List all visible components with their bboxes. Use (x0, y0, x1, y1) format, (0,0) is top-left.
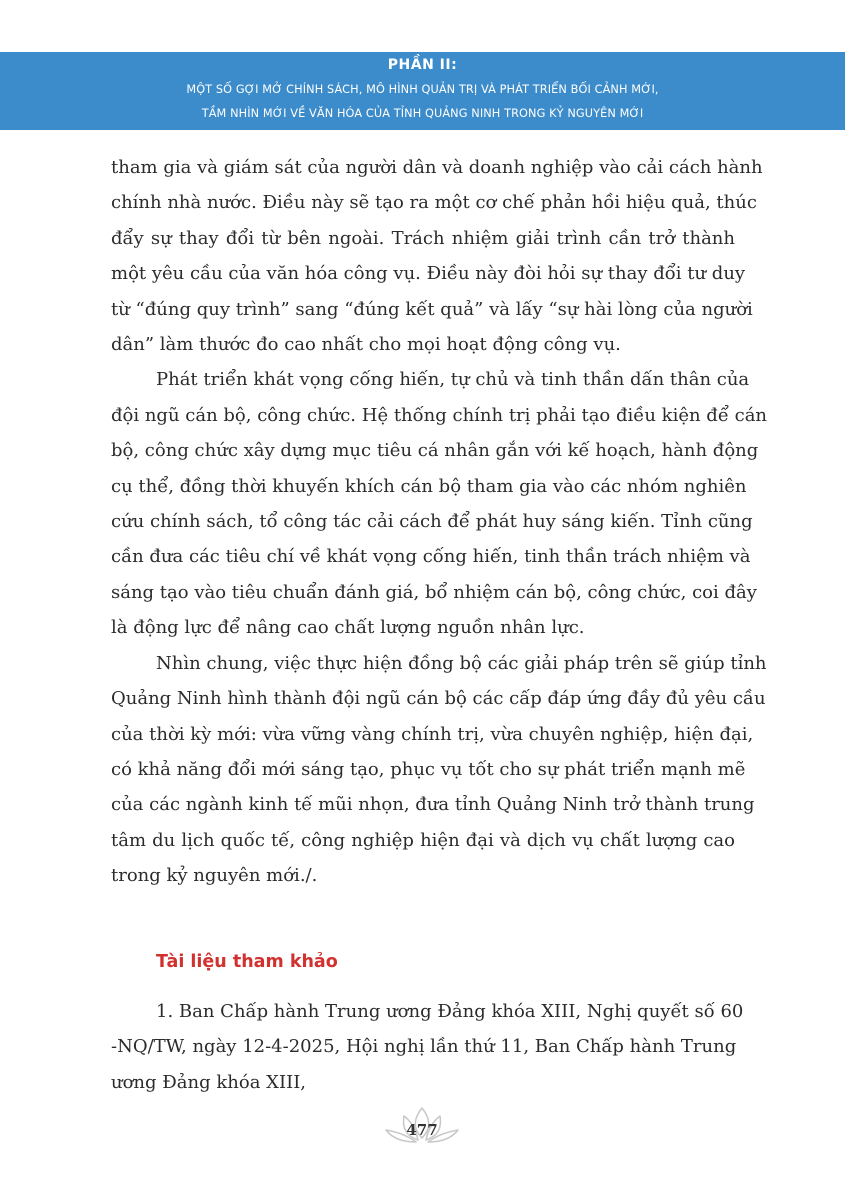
part-subtitle-line-1: MỘT SỐ GỢI MỞ CHÍNH SÁCH, MÔ HÌNH QUẢN TRỊ VÀ PHÁT TRIỂN BỐI CẢNH MỚI, (186, 83, 659, 96)
text-line: một yêu cầu của văn hóa công vụ. Điều này đòi hỏi sự thay đổi tư duy (111, 263, 746, 285)
part-subtitle-line-2: TẦM NHÌN MỚI VỀ VĂN HÓA CỦA TỈNH QUẢNG NINH TRONG KỶ NGUYÊN MỚI (201, 107, 644, 120)
text-line: Phát triển khát vọng cống hiến, tự chủ và tinh thần dấn thân của (156, 369, 750, 391)
text-line: là động lực để nâng cao chất lượng nguồn nhân lực. (111, 617, 585, 639)
text-line: chính nhà nước. Điều này sẽ tạo ra một cơ chế phản hồi hiệu quả, thúc (111, 192, 757, 214)
text-line: cần đưa các tiêu chí về khát vọng cống hiến, tinh thần trách nhiệm và (111, 546, 751, 568)
text-line: của thời kỳ mới: vừa vững vàng chính trị, vừa chuyên nghiệp, hiện đại, (111, 723, 754, 745)
references-heading: Tài liệu tham khảo (156, 952, 338, 972)
text-line: trong kỷ nguyên mới./. (111, 865, 318, 887)
text-line: từ “đúng quy trình” sang “đúng kết quả” và lấy “sự hài lòng của người (111, 298, 753, 320)
text-line: bộ, công chức xây dựng mục tiêu cá nhân gắn với kế hoạch, hành động (111, 440, 759, 462)
text-line: của các ngành kinh tế mũi nhọn, đưa tỉnh Quảng Ninh trở thành trung (111, 794, 755, 816)
references-list (111, 994, 744, 1100)
text-line: tâm du lịch quốc tế, công nghiệp hiện đại và dịch vụ chất lượng cao (111, 829, 735, 851)
text-line: dân” làm thước đo cao nhất cho mọi hoạt động công vụ. (111, 334, 621, 356)
text-line: đẩy sự thay đổi từ bên ngoài. Trách nhiệm giải trình cần trở thành (111, 227, 735, 249)
text-line: Nhìn chung, việc thực hiện đồng bộ các giải pháp trên sẽ giúp tỉnh (156, 652, 767, 674)
text-line: cụ thể, đồng thời khuyến khích cán bộ tham gia vào các nhóm nghiên (111, 475, 747, 497)
text-line: tham gia và giám sát của người dân và doanh nghiệp vào cải cách hành (111, 157, 763, 178)
chapter-header-banner (0, 52, 845, 130)
paragraph-3 (111, 646, 767, 894)
text-line: đội ngũ cán bộ, công chức. Hệ thống chính trị phải tạo điều kiện để cán (111, 404, 768, 426)
text-line: có khả năng đổi mới sáng tạo, phục vụ tốt cho sự phát triển mạnh mẽ (111, 758, 746, 780)
body-text (111, 150, 768, 894)
text-line: sáng tạo vào tiêu chuẩn đánh giá, bổ nhiệm cán bộ, công chức, coi đây (111, 581, 757, 603)
text-line: ương Đảng khóa XIII, (111, 1071, 307, 1093)
paragraph-1 (111, 150, 763, 362)
part-title: PHẦN II: (387, 57, 458, 73)
text-line: cứu chính sách, tổ công tác cải cách để phát huy sáng kiến. Tỉnh cũng (111, 511, 753, 533)
text-line: -NQ/TW, ngày 12-4-2025, Hội nghị lần thứ 11, Ban Chấp hành Trung (111, 1036, 737, 1058)
page-number: 477 (406, 1121, 438, 1139)
text-line: 1. Ban Chấp hành Trung ương Đảng khóa XIII, Nghị quyết số 60 (156, 1001, 744, 1022)
paragraph-2 (111, 362, 768, 645)
text-line: Quảng Ninh hình thành đội ngũ cán bộ các cấp đáp ứng đầy đủ yêu cầu (111, 688, 766, 710)
reference-item-1 (111, 994, 744, 1100)
